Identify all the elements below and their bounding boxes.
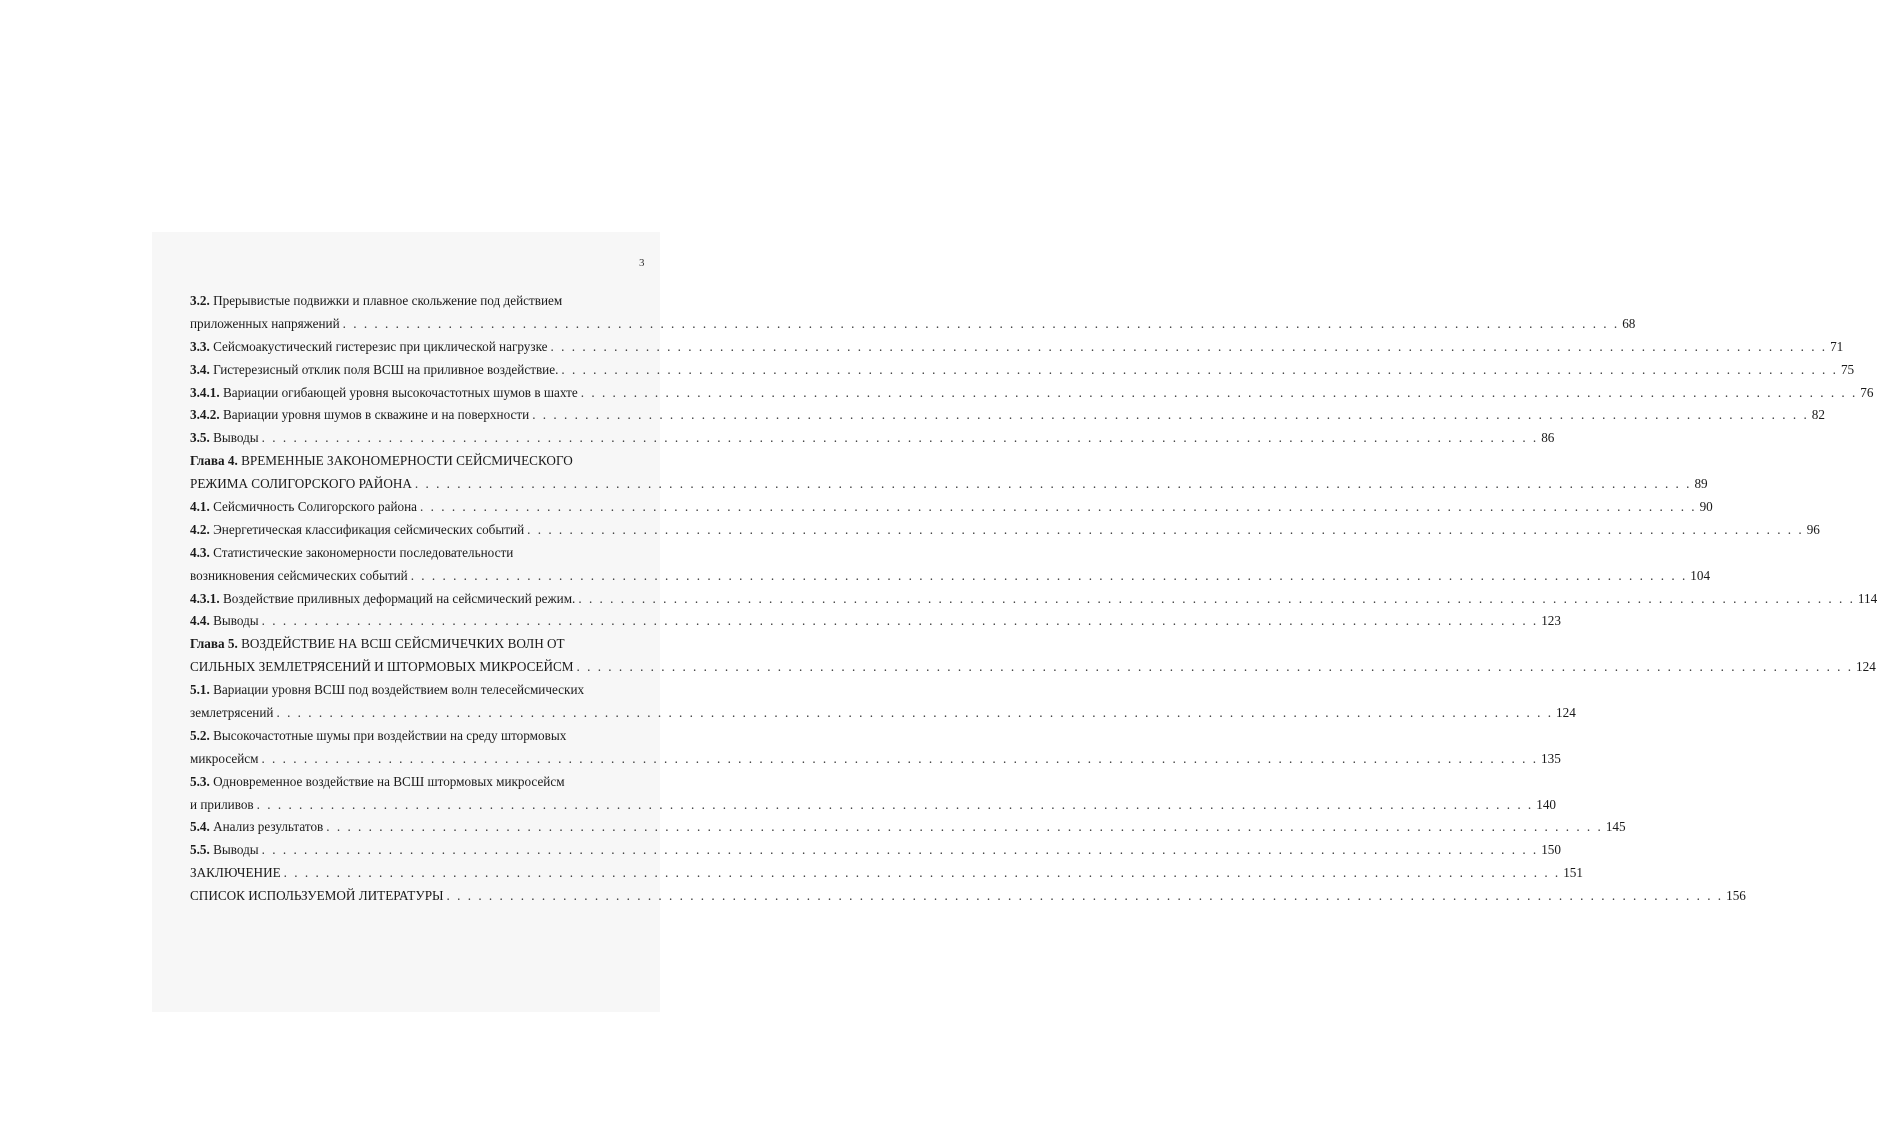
- toc-page-number: 150: [1541, 842, 1561, 858]
- toc-entry-number: Глава 5.: [190, 636, 238, 652]
- toc-entry-number: 5.1.: [190, 682, 210, 698]
- dot-leader: [415, 473, 1692, 496]
- toc-line: [190, 794, 1556, 817]
- toc-page-number: 156: [1726, 888, 1746, 904]
- toc-entry-title: Выводы: [213, 430, 259, 446]
- toc-entry-title: землетрясений: [190, 705, 274, 721]
- toc-entry[interactable]: [190, 588, 1877, 611]
- toc-entry-title: Сейсмоакустический гистерезис при циклической нагрузке: [213, 338, 548, 354]
- toc-page-number: 90: [1699, 499, 1713, 515]
- toc-entry[interactable]: [190, 519, 1820, 542]
- toc-line: [190, 702, 1576, 725]
- toc-entry-title: возникновения сейсмических событий: [190, 567, 408, 583]
- toc-line: [190, 839, 1561, 862]
- toc-entry-title: Энергетическая классификация сейсмических событий: [213, 521, 525, 537]
- toc-entry-number: 3.4.2.: [190, 407, 220, 423]
- toc-entry-title: Выводы: [213, 613, 259, 629]
- toc-entry-title: СПИСОК ИСПОЛЬЗУЕМОЙ ЛИТЕРАТУРЫ: [190, 888, 444, 904]
- toc-line: [190, 588, 1877, 611]
- toc-entry[interactable]: [190, 382, 1874, 405]
- toc-entry-title: РЕЖИМА СОЛИГОРСКОГО РАЙОНА: [190, 476, 412, 492]
- toc-entry[interactable]: [190, 610, 1561, 633]
- toc-entry-title: Выводы: [213, 842, 259, 858]
- toc-line: [190, 427, 1555, 450]
- toc-entry-title: и приливов: [190, 796, 254, 812]
- toc-page-number: 68: [1622, 315, 1636, 331]
- toc-line: [190, 771, 640, 794]
- table-of-contents: [190, 290, 1877, 908]
- toc-line: [190, 885, 1746, 908]
- toc-entry[interactable]: [190, 816, 1626, 839]
- toc-entry-title: Анализ результатов: [213, 819, 324, 835]
- toc-line: [190, 313, 1636, 336]
- dot-leader: [561, 359, 1838, 382]
- toc-page-number: 104: [1690, 567, 1711, 583]
- toc-entry[interactable]: [190, 633, 1876, 679]
- toc-entry[interactable]: [190, 336, 1844, 359]
- toc-entry-title: Воздействие приливных деформаций на сейсмический режим.: [222, 590, 576, 606]
- toc-entry[interactable]: [190, 679, 1576, 725]
- toc-entry-title: Вариации уровня шумов в скважине и на поверхности: [222, 407, 530, 423]
- toc-entry-title: Статистические закономерности последовательности: [213, 544, 514, 560]
- toc-entry-number: 5.5.: [190, 842, 210, 858]
- toc-page-number: 140: [1536, 796, 1556, 812]
- toc-entry-number: 3.4.: [190, 361, 210, 377]
- toc-entry-number: 5.4.: [190, 819, 210, 835]
- dot-leader: [578, 588, 1855, 611]
- toc-entry[interactable]: [190, 427, 1555, 450]
- toc-entry-number: 5.3.: [190, 773, 210, 789]
- toc-page-number: 124: [1556, 705, 1576, 721]
- toc-entry-title: Высокочастотные шумы при воздействии на среду штормовых: [213, 727, 567, 743]
- toc-line: [190, 633, 640, 656]
- toc-entry-title: СИЛЬНЫХ ЗЕМЛЕТРЯСЕНИЙ И ШТОРМОВЫХ МИКРОСЕЙСМ: [190, 659, 574, 675]
- toc-page-number: 151: [1563, 865, 1583, 881]
- toc-entry-title: ВРЕМЕННЫЕ ЗАКОНОМЕРНОСТИ СЕЙСМИЧЕСКОГО: [241, 453, 573, 469]
- toc-entry-title: Гистерезисный отклик поля ВСШ на приливное воздействие.: [213, 361, 559, 377]
- dot-leader: [326, 816, 1603, 839]
- toc-entry[interactable]: [190, 359, 1855, 382]
- dot-leader: [532, 404, 1809, 427]
- dot-leader: [261, 748, 1538, 771]
- toc-page-number: 124: [1856, 659, 1876, 675]
- toc-entry-title: Вариации уровня ВСШ под воздействием волн телесейсмических: [213, 682, 585, 698]
- toc-line: [190, 725, 640, 748]
- toc-line: [190, 816, 1626, 839]
- toc-page-number: 145: [1605, 819, 1626, 835]
- toc-entry-number: 3.3.: [190, 338, 210, 354]
- page-number: 3: [639, 257, 645, 269]
- toc-line: [190, 656, 1876, 679]
- toc-page-number: 86: [1541, 430, 1555, 446]
- dot-leader: [527, 519, 1804, 542]
- dot-leader: [343, 313, 1620, 336]
- toc-entry[interactable]: [190, 862, 1583, 885]
- toc-entry-title: Сейсмичность Солигорского района: [213, 499, 418, 515]
- toc-entry-number: 5.2.: [190, 727, 210, 743]
- toc-line: [190, 679, 640, 702]
- toc-entry[interactable]: [190, 290, 1636, 336]
- toc-page-number: 75: [1840, 361, 1855, 377]
- toc-line: [190, 450, 640, 473]
- dot-leader: [262, 610, 1539, 633]
- toc-entry-number: 3.5.: [190, 430, 210, 446]
- toc-page-number: 71: [1830, 338, 1844, 354]
- toc-entry[interactable]: [190, 771, 1556, 817]
- dot-leader: [262, 427, 1539, 450]
- toc-entry-title: Прерывистые подвижки и плавное скольжение под действием: [213, 293, 563, 308]
- toc-page-number: 82: [1811, 407, 1825, 423]
- toc-page-number: 76: [1860, 384, 1874, 400]
- dot-leader: [551, 336, 1828, 359]
- toc-page-number: 96: [1806, 521, 1820, 537]
- toc-page-number: 114: [1857, 590, 1877, 606]
- toc-entry[interactable]: [190, 542, 1711, 588]
- toc-entry-title: ЗАКЛЮЧЕНИЕ: [190, 865, 281, 881]
- toc-entry-number: 4.1.: [190, 499, 210, 515]
- dot-leader: [276, 702, 1553, 725]
- toc-entry-number: 3.2.: [190, 293, 210, 308]
- toc-entry-title: ВОЗДЕЙСТВИЕ НА ВСШ СЕЙСМИЧЕЧКИХ ВОЛН ОТ: [241, 636, 565, 652]
- toc-line: [190, 290, 640, 313]
- dot-leader: [411, 565, 1688, 588]
- toc-line: [190, 542, 640, 565]
- toc-line: [190, 519, 1820, 542]
- toc-entry-number: Глава 4.: [190, 453, 238, 469]
- toc-page-number: 89: [1694, 476, 1708, 492]
- dot-leader: [284, 862, 1561, 885]
- toc-entry-title: Вариации огибающей уровня высокочастотных шумов в шахте: [222, 384, 578, 400]
- toc-entry-number: 4.2.: [190, 521, 210, 537]
- dot-leader: [447, 885, 1724, 908]
- dot-leader: [257, 794, 1534, 817]
- toc-entry[interactable]: [190, 450, 1708, 496]
- toc-entry[interactable]: [190, 885, 1746, 908]
- dot-leader: [420, 496, 1697, 519]
- toc-line: [190, 336, 1844, 359]
- toc-line: [190, 565, 1711, 588]
- toc-line: [190, 404, 1825, 427]
- dot-leader: [581, 382, 1858, 405]
- toc-line: [190, 473, 1708, 496]
- toc-page-number: 123: [1541, 613, 1561, 629]
- toc-entry-title: приложенных напряжений: [190, 315, 340, 331]
- toc-entry-number: 4.3.1.: [190, 590, 220, 606]
- toc-entry-title: Одновременное воздействие на ВСШ штормовых микросейсм: [213, 773, 565, 789]
- dot-leader: [577, 656, 1854, 679]
- toc-line: [190, 382, 1874, 405]
- toc-page-number: 135: [1541, 750, 1561, 766]
- toc-line: [190, 359, 1855, 382]
- toc-entry-number: 4.4.: [190, 613, 210, 629]
- toc-line: [190, 748, 1561, 771]
- toc-entry[interactable]: [190, 839, 1561, 862]
- toc-line: [190, 610, 1561, 633]
- toc-line: [190, 862, 1583, 885]
- toc-entry-number: 4.3.: [190, 544, 210, 560]
- toc-entry[interactable]: [190, 404, 1825, 427]
- toc-entry-title: микросейсм: [190, 750, 259, 766]
- toc-entry[interactable]: [190, 725, 1561, 771]
- toc-entry-number: 3.4.1.: [190, 384, 220, 400]
- dot-leader: [262, 839, 1539, 862]
- toc-entry[interactable]: [190, 496, 1713, 519]
- toc-line: [190, 496, 1713, 519]
